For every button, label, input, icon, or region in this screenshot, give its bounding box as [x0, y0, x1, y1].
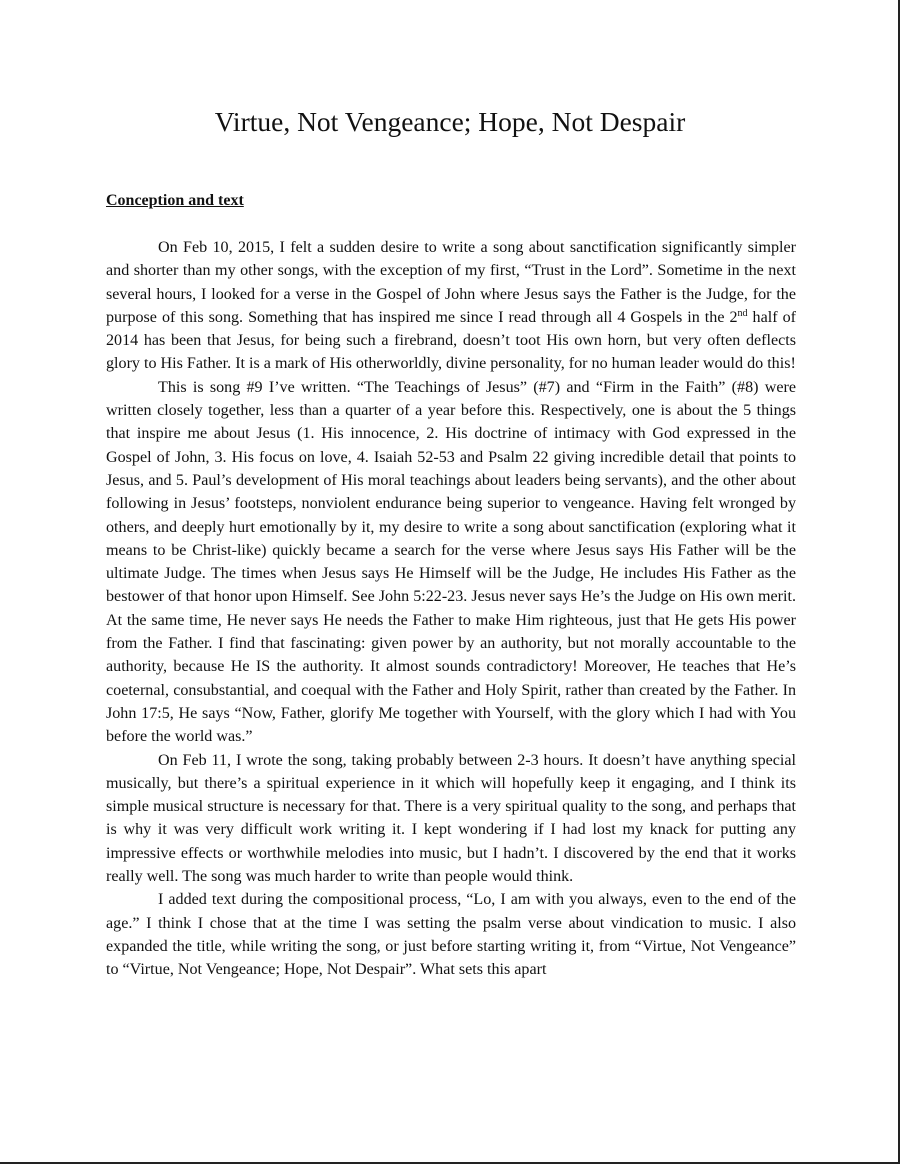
paragraph-4: I added text during the compositional process, “Lo, I am with you always, even to the end of the age.” I think I chose that at the time I was setting the psalm verse about vindication to music. I also expanded the title, while writing the song, or just before starting writing it, from “Virtue, Not Vengeance” to “Virtue, Not Vengeance; Hope, Not Despair”. What sets this apart: [106, 891, 796, 979]
paragraph-2: This is song #9 I’ve written. “The Teachings of Jesus” (#7) and “Firm in the Faith” (#8) were written closely together, less than a quarter of a year before this. Respectively, one is about the 5 things that inspire me about Jesus (1. His innocence, 2. His doctrine of intimacy with God expressed in the Gospel of John, 3. His focus on love, 4. Isaiah 52-53 and Psalm 22 giving incredible detail that points to Jesus, and 5. Paul’s development of His moral teachings about leaders being servants), and the other about following in Jesus’ footsteps, nonviolent endurance being superior to vengeance. Having felt wronged by others, and deeply hurt emotionally by it, my desire to write a song about sanctification (exploring what it means to be Christ-like) quickly became a search for the verse where Jesus says His Father will be the ultimate Judge. The times when Jesus says He Himself will be the Judge, He includes His Father as the bestower of that honor upon Himself. See John 5:22-23. Jesus never says He’s the Judge on His own merit. At the same time, He never says He needs the Father to make Him righteous, just that He gets His power from the Father. I find that fascinating: given power by an authority, but not morally accountable to the authority, because He IS the authority. It almost sounds contradictory! Moreover, He teaches that He’s coeternal, consubstantial, and coequal with the Father and Holy Spirit, rather than created by the Father. In John 17:5, He says “Now, Father, glorify Me together with Yourself, with the glory which I had with You before the world was.”: [106, 378, 796, 746]
paragraph-3: On Feb 11, I wrote the song, taking probably between 2-3 hours. It doesn’t have anything special musically, but there’s a spiritual experience in it which will hopefully keep it engaging, and I think its simple musical structure is necessary for that. There is a very spiritual quality to the song, and perhaps that is why it was very difficult work writing it. I kept wondering if I had lost my knack for putting any impressive effects or worthwhile melodies into music, but I hadn’t. I discovered by the end that it works really well. The song was much harder to write than people would think.: [106, 751, 796, 886]
paragraph-1-text-end: half of 2014 has been that Jesus, for being such a firebrand, doesn’t toot His own horn, but very often deflects glory to His Father. It is a mark of His otherworldly, divine personality, for no human leader would do this!: [106, 308, 796, 373]
document-title: Virtue, Not Vengeance; Hope, Not Despair: [214, 106, 686, 137]
ordinal-superscript: nd: [737, 307, 748, 319]
paragraph-1: [106, 236, 796, 376]
body-text: [106, 236, 796, 982]
paragraph-1-text-start: On Feb 10, 2015, I felt a sudden desire to write a song about sanctification significantly simpler and shorter than my other songs, with the exception of my first, “Trust in the Lord”. Sometime in the next several hours, I looked for a verse in the Gospel of John where Jesus says the Father is the Judge, for the purpose of this song. Something that has inspired me since I read through all 4 Gospels in the 2: [106, 239, 796, 326]
section-heading: Conception and text: [106, 192, 244, 209]
